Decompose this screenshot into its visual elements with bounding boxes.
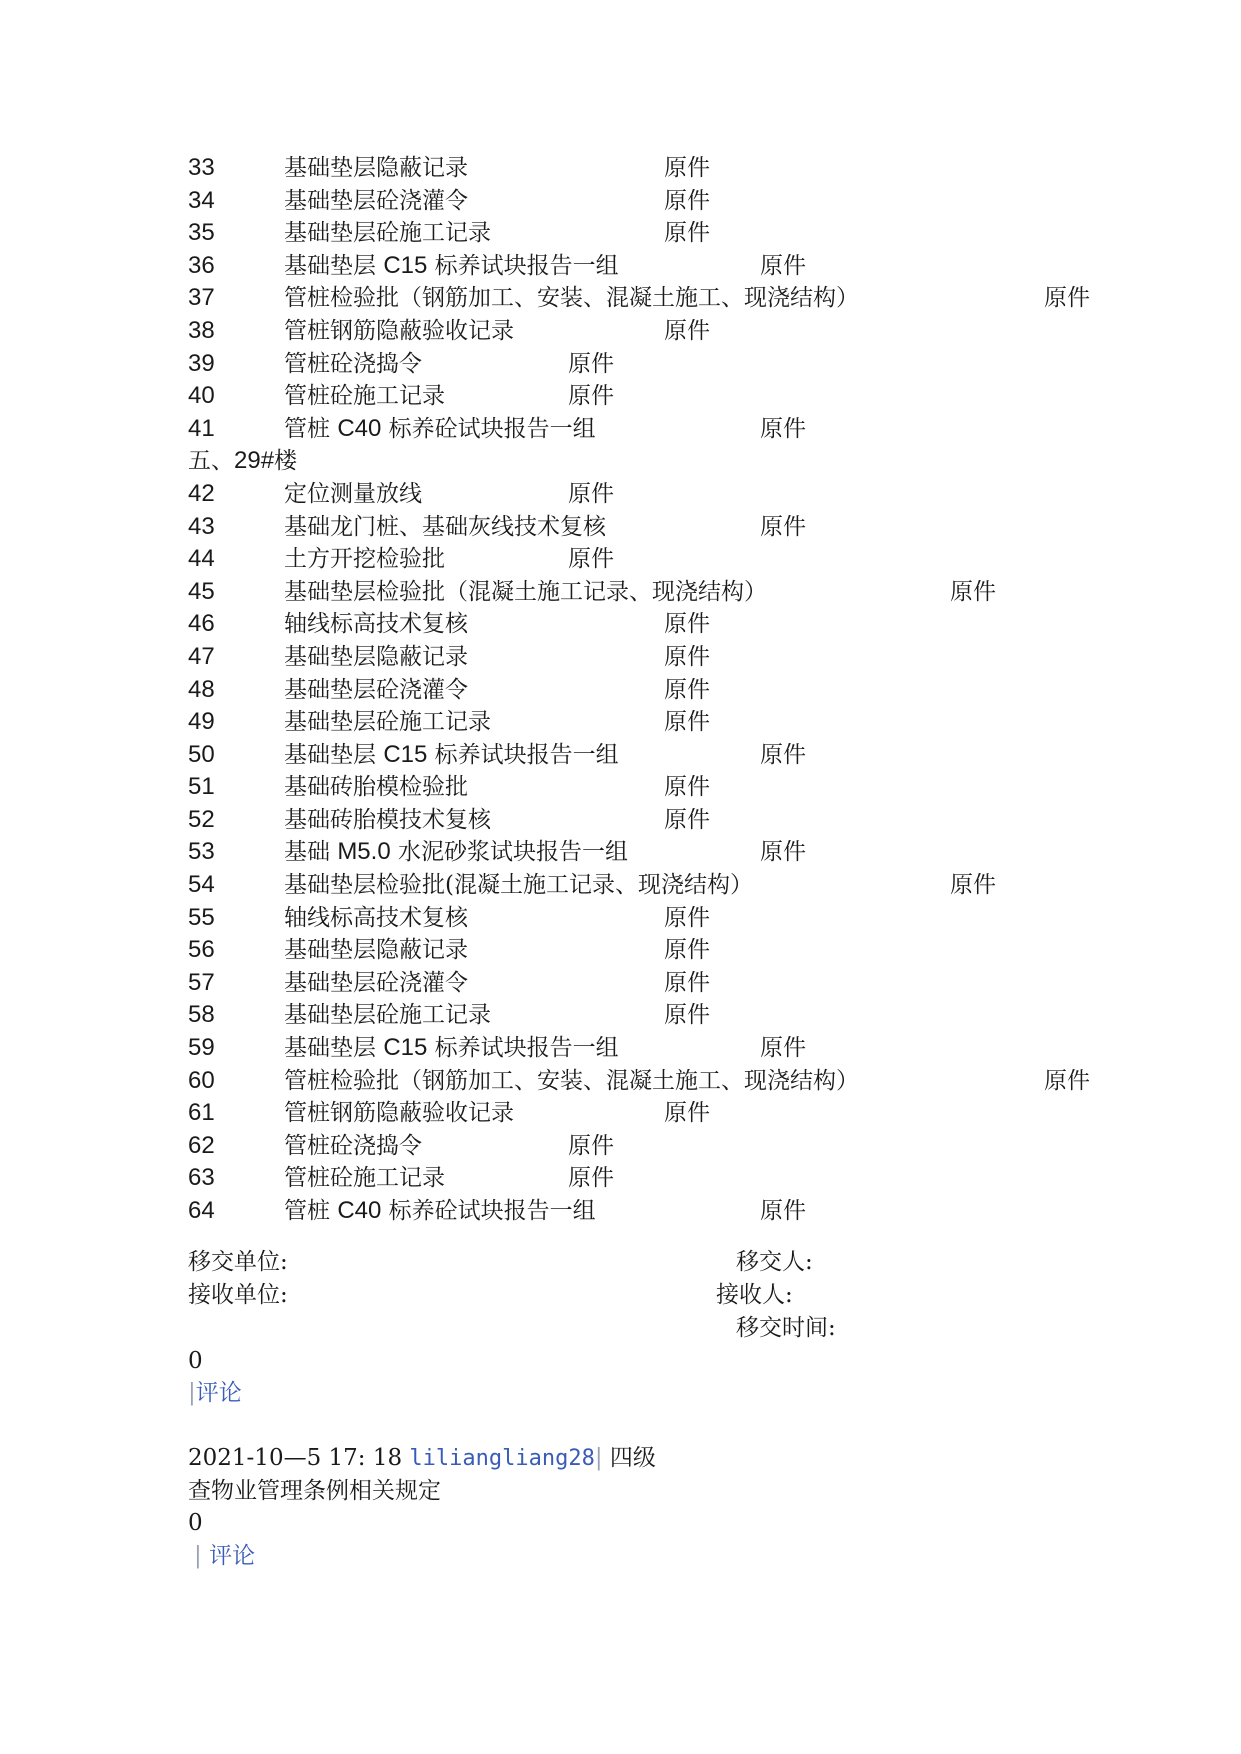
item-title: 基础砖胎模检验批	[284, 774, 468, 801]
item-title: 管桩钢筋隐蔽验收记录	[284, 317, 514, 344]
item-title-suffix: 水泥砂浆试块报告一组	[390, 839, 628, 866]
item-status: 原件	[664, 1100, 710, 1127]
list-item	[188, 185, 1188, 218]
list-item	[188, 836, 1188, 869]
item-status: 原件	[760, 415, 806, 442]
post-comment-link-row	[194, 1540, 255, 1572]
item-number: 56	[188, 936, 215, 964]
item-title: 基础垫层砼浇灌令	[284, 187, 468, 214]
item-title	[284, 739, 619, 772]
item-title-suffix: 标养砼试块报告一组	[381, 415, 596, 442]
list-item	[188, 1097, 1188, 1130]
item-status: 原件	[568, 1132, 614, 1159]
item-number: 62	[188, 1131, 215, 1159]
item-title: 基础龙门桩、基础灰线技术复核	[284, 513, 606, 540]
list-item	[188, 804, 1188, 837]
list-item	[188, 674, 1188, 707]
list-item	[188, 771, 1188, 804]
item-status: 原件	[664, 155, 710, 181]
item-title	[284, 836, 628, 869]
item-status: 原件	[664, 187, 710, 214]
section-heading-suffix: 楼	[274, 448, 298, 475]
item-status: 原件	[664, 969, 710, 996]
item-number: 58	[188, 1001, 215, 1029]
item-status: 原件	[664, 643, 710, 670]
item-number: 48	[188, 675, 215, 703]
item-title-prefix: 基础垫层	[284, 252, 384, 279]
comment-link-row	[188, 1377, 242, 1409]
item-title	[284, 1032, 619, 1065]
list-item	[188, 902, 1188, 935]
item-number: 47	[188, 642, 215, 670]
item-number: 57	[188, 968, 215, 996]
item-title: 基础砖胎模技术复核	[284, 806, 491, 833]
transfer-person-label: 移交人:	[736, 1249, 813, 1275]
item-status: 原件	[568, 1165, 614, 1192]
list-item	[188, 217, 1188, 250]
item-number: 42	[188, 479, 215, 507]
item-number: 38	[188, 316, 215, 344]
item-status: 原件	[664, 937, 710, 964]
list-item	[188, 934, 1188, 967]
item-status: 原件	[950, 872, 996, 899]
list-item	[188, 315, 1188, 348]
item-title: 基础垫层隐蔽记录	[284, 643, 468, 670]
list-item	[188, 348, 1188, 381]
item-status: 原件	[664, 1002, 710, 1029]
comment-separator: |	[188, 1380, 196, 1406]
item-title-suffix: 标养试块报告一组	[427, 1035, 619, 1062]
item-number: 49	[188, 708, 215, 736]
comment-link[interactable]: 评论	[195, 1380, 242, 1406]
item-title-prefix: 基础垫层	[284, 1035, 384, 1062]
list-item	[188, 641, 1188, 674]
item-title: 管桩砼施工记录	[284, 383, 445, 410]
item-number: 63	[188, 1164, 215, 1192]
item-number: 52	[188, 805, 215, 833]
item-title: 基础垫层砼浇灌令	[284, 676, 468, 703]
item-title: 基础垫层隐蔽记录	[284, 155, 468, 181]
item-title: 管桩砼施工记录	[284, 1165, 445, 1192]
item-number: 33	[188, 154, 215, 181]
receive-person-label: 接收人:	[716, 1282, 793, 1308]
list-item	[188, 576, 1188, 609]
section-heading-prefix: 五、	[188, 448, 234, 475]
transfer-time-label: 移交时间:	[736, 1315, 836, 1341]
item-title: 管桩砼浇捣令	[284, 1132, 422, 1159]
item-status: 原件	[568, 546, 614, 573]
item-status: 原件	[760, 1035, 806, 1062]
list-item	[188, 1162, 1188, 1195]
item-number: 34	[188, 186, 215, 214]
section-heading-row	[188, 445, 1188, 478]
item-title: 轴线标高技术复核	[284, 904, 468, 931]
item-title: 轴线标高技术复核	[284, 611, 468, 638]
item-status: 原件	[664, 317, 710, 344]
item-title-code: C40	[337, 1197, 382, 1224]
item-title-suffix: 标养试块报告一组	[427, 252, 619, 279]
item-title-suffix: 标养砼试块报告一组	[381, 1198, 596, 1224]
item-number: 36	[188, 251, 215, 279]
list-item	[188, 478, 1188, 511]
item-number: 40	[188, 382, 215, 410]
item-title: 基础垫层检验批(混凝土施工记录、现浇结构）	[284, 872, 753, 899]
receive-unit-label: 接收单位:	[188, 1282, 288, 1308]
post-username-link[interactable]: liliangliang28	[409, 1446, 595, 1471]
item-status: 原件	[760, 839, 806, 866]
item-number: 50	[188, 740, 215, 768]
item-title	[284, 250, 619, 283]
item-number: 61	[188, 1099, 215, 1127]
item-status: 原件	[760, 513, 806, 540]
post-datetime: 2021-10—5 17: 18	[188, 1445, 403, 1471]
item-status: 原件	[664, 774, 710, 801]
item-number: 53	[188, 838, 215, 866]
item-number: 41	[188, 414, 215, 442]
post-text: 查物业管理条例相关规定	[188, 1478, 441, 1504]
transfer-unit-label: 移交单位:	[188, 1249, 288, 1275]
item-number: 43	[188, 512, 215, 540]
item-status: 原件	[1044, 285, 1090, 312]
item-title-code: C15	[383, 740, 428, 768]
post-level: 四级	[609, 1445, 656, 1471]
list-item	[188, 1195, 1188, 1228]
list-item	[188, 282, 1188, 315]
item-number: 45	[188, 577, 215, 605]
list-item	[188, 706, 1188, 739]
item-title: 基础垫层砼施工记录	[284, 709, 491, 736]
list-item	[188, 380, 1188, 413]
list-item	[188, 999, 1188, 1032]
document-list	[188, 152, 1188, 1228]
item-title	[284, 413, 596, 446]
item-title: 基础垫层砼浇灌令	[284, 969, 468, 996]
list-item	[188, 511, 1188, 544]
item-status: 原件	[950, 578, 996, 605]
item-number: 44	[188, 545, 215, 573]
item-status: 原件	[664, 709, 710, 736]
item-title: 管桩检验批（钢筋加工、安装、混凝土施工、现浇结构）	[284, 285, 859, 312]
list-item	[188, 608, 1188, 641]
item-title-prefix: 基础垫层	[284, 741, 384, 768]
item-status: 原件	[568, 350, 614, 377]
item-title: 基础垫层检验批（混凝土施工记录、现浇结构）	[284, 578, 767, 605]
item-title: 定位测量放线	[284, 480, 422, 507]
list-item	[188, 413, 1188, 446]
item-status: 原件	[568, 383, 614, 410]
post-meta	[188, 1442, 656, 1475]
item-status: 原件	[664, 806, 710, 833]
post-comment-count: 0	[188, 1510, 203, 1536]
list-item	[188, 250, 1188, 283]
item-title-prefix: 管桩	[284, 1198, 338, 1224]
item-status: 原件	[664, 611, 710, 638]
item-status: 原件	[1044, 1067, 1090, 1094]
post-meta-separator: |	[594, 1445, 603, 1471]
list-item	[188, 739, 1188, 772]
item-number: 39	[188, 349, 215, 377]
list-item	[188, 1065, 1188, 1098]
comment-count: 0	[188, 1348, 203, 1374]
item-number: 64	[188, 1197, 215, 1224]
item-number: 55	[188, 903, 215, 931]
item-number: 37	[188, 284, 215, 312]
section-heading	[188, 445, 297, 478]
item-title: 基础垫层砼施工记录	[284, 220, 491, 247]
item-title: 管桩钢筋隐蔽验收记录	[284, 1100, 514, 1127]
item-number: 46	[188, 610, 215, 638]
item-status: 原件	[664, 220, 710, 247]
item-number: 59	[188, 1034, 215, 1062]
item-title: 基础垫层砼施工记录	[284, 1002, 491, 1029]
item-status: 原件	[664, 676, 710, 703]
item-number: 60	[188, 1066, 215, 1094]
item-number: 35	[188, 219, 215, 247]
item-title-code: M5.0	[337, 838, 391, 866]
item-title	[284, 1195, 596, 1228]
item-status: 原件	[760, 741, 806, 768]
item-title-prefix: 基础	[284, 839, 338, 866]
item-status: 原件	[760, 252, 806, 279]
list-item	[188, 967, 1188, 1000]
item-status: 原件	[568, 480, 614, 507]
item-title-code: C15	[383, 251, 428, 279]
item-title: 基础垫层隐蔽记录	[284, 937, 468, 964]
item-status: 原件	[664, 904, 710, 931]
list-item	[188, 543, 1188, 576]
list-item	[188, 1130, 1188, 1163]
item-title-code: C40	[337, 414, 382, 442]
list-item	[188, 152, 1188, 185]
item-number: 51	[188, 773, 215, 801]
item-status: 原件	[760, 1198, 806, 1224]
item-title: 管桩砼浇捣令	[284, 350, 422, 377]
section-heading-number: 29#	[234, 447, 275, 475]
list-item	[188, 869, 1188, 902]
item-number: 54	[188, 871, 215, 899]
item-title-prefix: 管桩	[284, 415, 338, 442]
list-item	[188, 1032, 1188, 1065]
item-title-code: C15	[383, 1034, 428, 1062]
post-comment-link[interactable]: 评论	[209, 1543, 256, 1569]
post-comment-separator: |	[194, 1543, 202, 1569]
item-title: 管桩检验批（钢筋加工、安装、混凝土施工、现浇结构）	[284, 1067, 859, 1094]
item-title-suffix: 标养试块报告一组	[427, 741, 619, 768]
item-title: 土方开挖检验批	[284, 546, 445, 573]
